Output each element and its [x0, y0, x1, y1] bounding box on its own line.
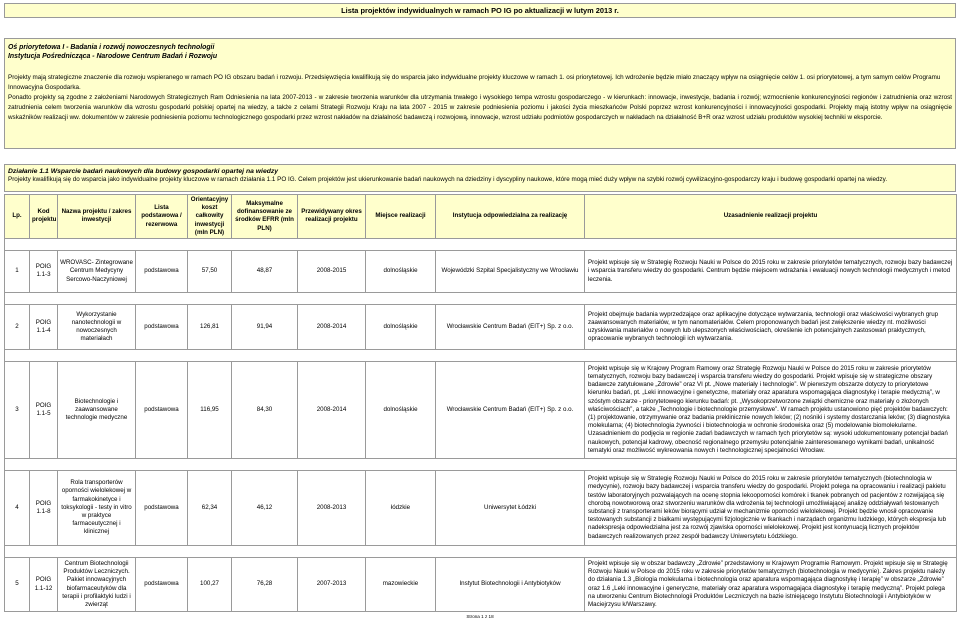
cell-uzasadnienie: Projekt wpisuje się w Strategię Rozwoju Nauki w Polsce do 2015 roku w zakresie priorytetów tematycznych (biotechnologia w medycynie), rozwoju bazy badawczej i wsparcia transferu wiedzy do gospodarki. Projekt polega na opracowaniu i realizacji pakietu testów laboratoryjnych pozwalających na ocenę stopnia lekooporności komórek i tkanek pobranych od pacjentów z rozwijającą się chorobą nowotworową oraz stworzeniu warunków dla wdrożenia tej technologii umożliwiającej analizę oddziaływań testowanych substancji z transporterami leków biorącymi udział w mechanizmie oporności wielolekowej. Projekt będzie wnosił opracowanie testowanych substancji z białkami występującymi fizjologicznie w tkankach i narządach organizmu ludzkiego, których ekspresja lub nadekspresja odpowiedzialna jest za rozwój zjawiska oporności wielolekowej. Projekt jest kontynuacją licznych projektów badawczych realizowanych przez zespół badawczy Uniwersytetu Łódzkiego.	[585, 470, 957, 545]
cell-kod: POIG 1.1-12	[30, 557, 58, 611]
cell-okres: 2008-2013	[298, 470, 366, 545]
header-lp: Lp.	[5, 195, 30, 239]
document-title: Lista projektów indywidualnych w ramach PO IG po aktualizacji w lutym 2013 r.	[4, 3, 956, 18]
cell-kod: POIG 1.1-8	[30, 470, 58, 545]
cell-miejsce: dolnośląskie	[366, 304, 436, 349]
priority-paragraph: Projekty mają strategiczne znaczenie dla rozwoju wspieranego w ramach PO IG obszaru badań i rozwoju. Przedsięwzięcia kwalifikują się do wsparcia jako indywidualne projekty kluczowe w ramach 1. osi priorytetowej. Ich wdrożenie będzie miało znaczący wpływ na osiągnięcie celów 1. osi priorytetowej, a tym samym celów Programu Innowacyjna Gospodarka.	[8, 74, 941, 91]
priority-paragraph: Ponadto projekty są zgodne z założeniami Narodowych Strategicznych Ram Odniesienia na lata 2007-2013 - w zakresie tworzenia warunków dla utrzymania trwałego i wysokiego tempa wzrostu gospodarczego - w kierunkach: innowacje, inwestycje, badania i rozwój; wzmocnienie konkurencyjności regionów i zatrudnienia oraz wzrost zatrudnienia celem tworzenia warunków dla wzrostu gospodarki polskiej opartej na wiedzy, a także z celami Strategii Rozwoju Kraju na lata 2007 - 2015 w zakresie podniesienia poziomu i jakości życia mieszkańców Polski poprzez wzrost konkurencyjności i innowacyjności gospodarki. Projekty mają istotny wpływ na osiągnięcie wskaźników realizacji ww. dokumentów w zakresie podniesienia poziomu technologicznego gospodarki przez wzrost nakładów na działalność badawczą i rozwojową, innowacje, wzrost udziału podmiotów gospodarczych w nakładach na działalność B+R oraz wzrost udziału produktów wysokiej techniki w eksporcie.	[8, 94, 952, 122]
cell-okres: 2008-2015	[298, 250, 366, 292]
table-row	[5, 470, 957, 545]
cell-instytucja: Instytut Biotechnologii i Antybiotyków	[436, 557, 585, 611]
cell-nazwa: Centrum Biotechnologii Produktów Leczniczych. Pakiet innowacyjnych biofarmaceutyków dla terapii i profilaktyki ludzi i zwierząt	[58, 557, 136, 611]
cell-nazwa: Rola transporterów oporności wielolekowej w farmakokinetyce i toksykologii - testy in vitro w praktyce farmaceutycznej i klinicznej	[58, 470, 136, 545]
cell-nazwa: Wykorzystanie nanotechnologii w nowoczesnych materiałach	[58, 304, 136, 349]
cell-instytucja: Uniwersytet Łódzki	[436, 470, 585, 545]
cell-lista: podstawowa	[136, 470, 188, 545]
cell-koszt: 100,27	[188, 557, 232, 611]
cell-lp: 5	[5, 557, 30, 611]
action-section	[4, 164, 956, 192]
header-koszt: Orientacyjny koszt całkowity inwestycji (mln PLN)	[188, 195, 232, 239]
table-row	[5, 250, 957, 292]
cell-okres: 2007-2013	[298, 557, 366, 611]
header-nazwa: Nazwa projektu / zakres inwestycji	[58, 195, 136, 239]
cell-lista: podstawowa	[136, 304, 188, 349]
cell-nazwa: WROVASC- Zintegrowane Centrum Medycyny Sercowo-Naczyniowej	[58, 250, 136, 292]
cell-kod: POIG 1.1-3	[30, 250, 58, 292]
header-lista: Lista podstawowa / rezerwowa	[136, 195, 188, 239]
cell-koszt: 126,81	[188, 304, 232, 349]
cell-koszt: 57,50	[188, 250, 232, 292]
cell-uzasadnienie: Projekt wpisuje się w obszar badawczy „Zdrowie” przedstawiony w Krajowym Programie Ramowym. Projekt wpisuje się w Strategię Rozwoju Nauki w Polsce do 2015 roku w zakresie priorytetów tematycznych (biotechnologia w medycynie). Zakres projektu należy do działania 1.3 „Biologia molekularna i biotechnologia oraz aparatura wspomagająca diagnostykę i terapię” w obszarze „Zdrowie” oraz 1.6 „Leki innowacyjne i generyczne, materiały oraz aparatura wspomagająca diagnostykę i terapię medyczną”. Projekt polega na utworzeniu Centrum Biotechnologii Produktów Leczniczych na bazie istniejącego Instytutu Biotechnologii i Antybiotyków w Maciejrzysu k/Warszawy.	[585, 557, 957, 611]
header-okres: Przewidywany okres realizacji projektu	[298, 195, 366, 239]
cell-lp: 4	[5, 470, 30, 545]
cell-koszt: 116,95	[188, 361, 232, 458]
cell-dofinansowanie: 46,12	[232, 470, 298, 545]
cell-lista: podstawowa	[136, 361, 188, 458]
cell-okres: 2008-2014	[298, 361, 366, 458]
priority-title: Oś priorytetowa I - Badania i rozwój nowoczesnych technologii	[8, 44, 215, 51]
cell-kod: POIG 1.1-4	[30, 304, 58, 349]
cell-instytucja: Wojewódzki Szpital Specjalistyczny we Wrocławiu	[436, 250, 585, 292]
cell-koszt: 62,34	[188, 470, 232, 545]
cell-miejsce: dolnośląskie	[366, 250, 436, 292]
projects-table	[4, 194, 957, 612]
priority-section	[4, 38, 956, 149]
action-title: Działanie 1.1 Wsparcie badań naukowych dla budowy gospodarki opartej na wiedzy	[8, 168, 279, 175]
cell-nazwa: Biotechnologie i zaawansowane technologie medyczne	[58, 361, 136, 458]
table-row	[5, 361, 957, 458]
action-description: Projekty kwalifikują się do wsparcia jako indywidualne projekty kluczowe w ramach działania 1.1 PO IG. Celem projektów jest ukierunkowanie badań naukowych na dziedziny i dyscypliny naukowe, które mogą mieć duży wpływ na szybki rozwój cywilizacyjno-gospodarczy kraju i budowę gospodarki opartej na wiedzy.	[8, 176, 888, 183]
table-row	[5, 557, 957, 611]
cell-lista: podstawowa	[136, 250, 188, 292]
intermediate-institution: Instytucja Pośrednicząca - Narodowe Centrum Badań i Rozwoju	[8, 53, 218, 60]
page-number: Strona 1 z 18	[466, 614, 494, 619]
cell-miejsce: dolnośląskie	[366, 361, 436, 458]
cell-miejsce: łódzkie	[366, 470, 436, 545]
header-miejsce: Miejsce realizacji	[366, 195, 436, 239]
header-uzasadnienie: Uzasadnienie realizacji projektu	[585, 195, 957, 239]
cell-okres: 2008-2014	[298, 304, 366, 349]
header-kod: Kod projektu	[30, 195, 58, 239]
table-row	[5, 304, 957, 349]
cell-dofinansowanie: 91,94	[232, 304, 298, 349]
cell-miejsce: mazowieckie	[366, 557, 436, 611]
header-dofinansowanie: Maksymalne dofinansowanie ze środków EFRR (mln PLN)	[232, 195, 298, 239]
cell-uzasadnienie: Projekt wpisuje się w Krajowy Program Ramowy oraz Strategię Rozwoju Nauki w Polsce do 2015 roku w zakresie priorytetów tematycznych, rozwoju bazy badawczej i wsparcia transferu wiedzy do gospodarki. Projekt wpisuje się w strategiczne obszary badawcze zatytułowane „Zdrowie” oraz VI pt. „Nowe materiały i technologie”. W pierwszym obszarze dotyczy to priorytetowe kierunku badań, pt. „Leki innowacyjne i genetyczne, materiały oraz aparatura wspomagająca diagnostykę i terapie medyczną”, w szóstym obszarze - priorytetowego kierunku badań: pt. „Wysokoprzetworzone związki chemiczne oraz materiały o złożonych właściwościach”, a także „Technologie i biotechnologie przemysłowe”. W ramach projektu ustanowiono pięć projektów badawczych: (1) projektowanie, otrzymywanie oraz badania preklinicznie nowych leków; (2) nośniki i systemy dostarczania leków; (3) diagnostyka molekularna; (4) biotechnologia żywności i biotechnologia w ochronie środowiska oraz (5) modelowanie biomolekularne. Uzasadnieniem do podjęcia w regionie zadań badawczych w ramach tych priorytetów są: wysoki udokumentowany potencjał badań naukowych, potencjał kadrowy, obecność regionalnego przemysłu potencjalnie zainteresowanego wynikami badań, unikalność tematyki oraz możliwość wykreowania nowych i technologicznej specjalności Wrocław.	[585, 361, 957, 458]
cell-kod: POIG 1.1-5	[30, 361, 58, 458]
cell-lp: 2	[5, 304, 30, 349]
cell-instytucja: Wrocławskie Centrum Badań (EIT+) Sp. z o.o.	[436, 361, 585, 458]
cell-lista: podstawowa	[136, 557, 188, 611]
cell-dofinansowanie: 48,87	[232, 250, 298, 292]
cell-dofinansowanie: 76,28	[232, 557, 298, 611]
cell-lp: 3	[5, 361, 30, 458]
header-instytucja: Instytucja odpowiedzialna za realizację	[436, 195, 585, 239]
cell-dofinansowanie: 84,30	[232, 361, 298, 458]
cell-instytucja: Wrocławskie Centrum Badań (EIT+) Sp. z o.o.	[436, 304, 585, 349]
cell-uzasadnienie: Projekt wpisuje się w Strategię Rozwoju Nauki w Polsce do 2015 roku w zakresie priorytetów tematycznych, rozwoju bazy badawczej i wsparcia transferu wiedzy do gospodarki. Centrum będzie miejscem wdrażania i ewaluacji nowych technologii medycznych i metod leczenia.	[585, 250, 957, 292]
cell-lp: 1	[5, 250, 30, 292]
cell-uzasadnienie: Projekt obejmuje badania wyprzedzające oraz aplikacyjne dotyczące wytwarzania, technologii oraz właściwości wybranych grup zaawansowanych materiałów, w tym nanomateriałów. Celem proponowanych badań jest zwiększenie wiedzy nt. możliwości uzyskiwania materiałów o nowych lub ulepszonych właściwościach, określenie ich potencjalnych zastosowań praktycznych, opracowanie wybranych technologii ich wytwarzania.	[585, 304, 957, 349]
table-header-row	[5, 195, 957, 239]
